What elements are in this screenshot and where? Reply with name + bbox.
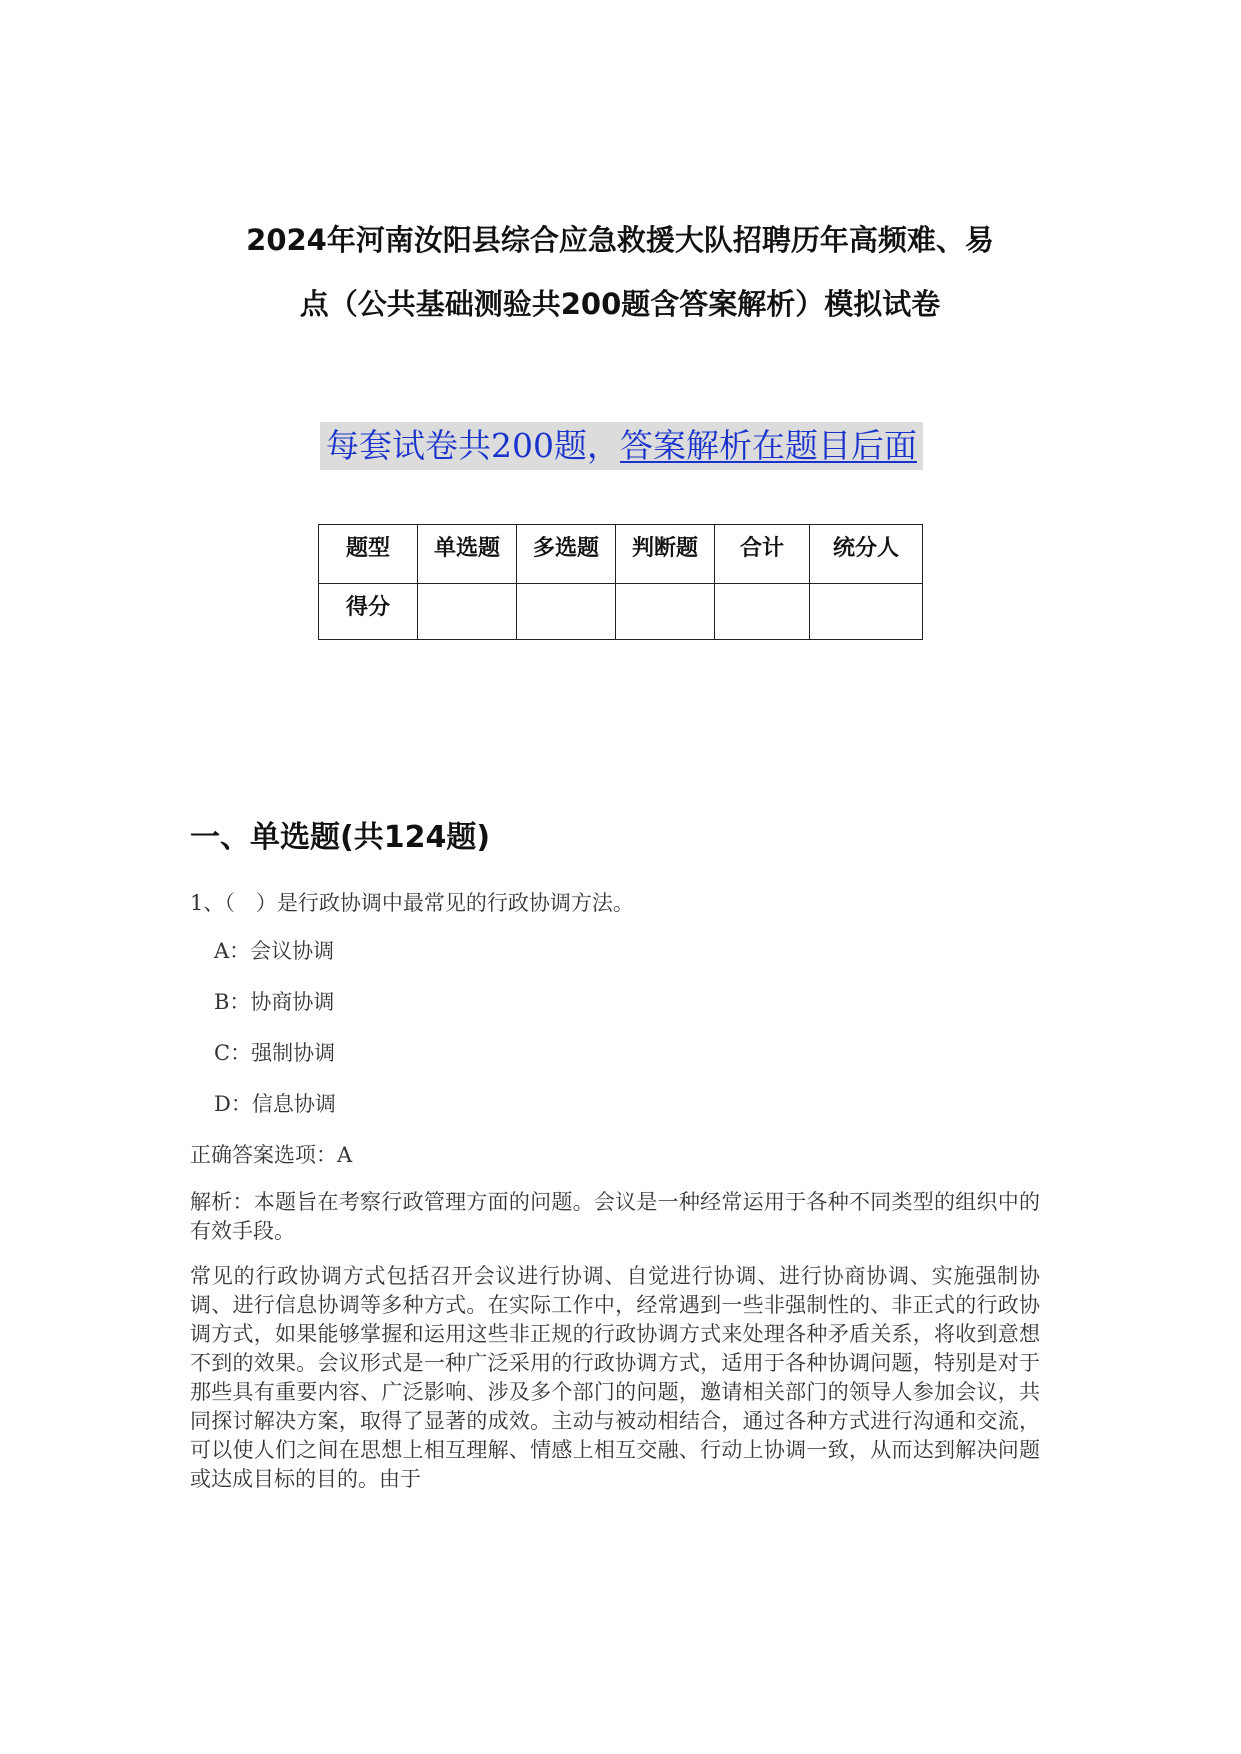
correct-answer: 正确答案选项：A <box>190 1143 353 1167</box>
score-table-header-row <box>319 525 923 584</box>
title-line-1: 2024年河南汝阳县综合应急救援大队招聘历年高频难、易 <box>246 223 994 257</box>
option-a: A：会议协调 <box>214 939 335 963</box>
banner-prefix: 每套试卷共200题， <box>326 426 620 465</box>
answer-location-link[interactable]: 答案解析在题目后面 <box>620 426 917 465</box>
option-c: C：强制协调 <box>214 1041 336 1065</box>
header-cell-true-false: 判断题 <box>616 525 715 584</box>
score-cell-total <box>715 584 810 640</box>
option-b: B：协商协调 <box>214 990 335 1014</box>
exam-info-banner <box>320 422 923 470</box>
question-stem: 1、（ ）是行政协调中最常见的行政协调方法。 <box>190 891 634 915</box>
score-cell-scorer <box>810 584 923 640</box>
option-d: D：信息协调 <box>214 1092 336 1116</box>
score-cell-multiple-choice <box>517 584 616 640</box>
answer-analysis: 解析：本题旨在考察行政管理方面的问题。会议是一种经常运用于各种不同类型的组织中的有效手段。 <box>190 1190 1040 1243</box>
title-line-2: 点（公共基础测验共200题含答案解析）模拟试卷 <box>299 287 941 321</box>
header-cell-single-choice: 单选题 <box>418 525 517 584</box>
header-cell-multiple-choice: 多选题 <box>517 525 616 584</box>
score-table-score-row <box>319 584 923 640</box>
header-cell-type: 题型 <box>319 525 418 584</box>
header-cell-total: 合计 <box>715 525 810 584</box>
score-cell-single-choice <box>418 584 517 640</box>
score-cell-true-false <box>616 584 715 640</box>
score-table <box>318 524 923 640</box>
row-label-score: 得分 <box>319 584 418 640</box>
answer-explanation: 常见的行政协调方式包括召开会议进行协调、自觉进行协调、进行协商协调、实施强制协调、进行信息协调等多种方式。在实际工作中，经常遇到一些非强制性的、非正式的行政协调方式，如果能够掌握和运用这些非正规的行政协调方式来处理各种矛盾关系，将收到意想不到的效果。会议形式是一种广泛采用的行政协调方式，适用于各种协调问题，特别是对于那些具有重要内容、广泛影响、涉及多个部门的问题，邀请相关部门的领导人参加会议，共同探讨解决方案，取得了显著的成效。主动与被动相结合，通过各种方式进行沟通和交流，可以使人们之间在思想上相互理解、情感上相互交融、行动上协调一致，从而达到解决问题或达成目标的目的。由于 <box>190 1264 1040 1491</box>
question-block <box>190 888 1040 1494</box>
section-title: 一、单选题(共124题) <box>190 820 491 855</box>
document-title <box>180 208 1060 336</box>
header-cell-scorer: 统分人 <box>810 525 923 584</box>
